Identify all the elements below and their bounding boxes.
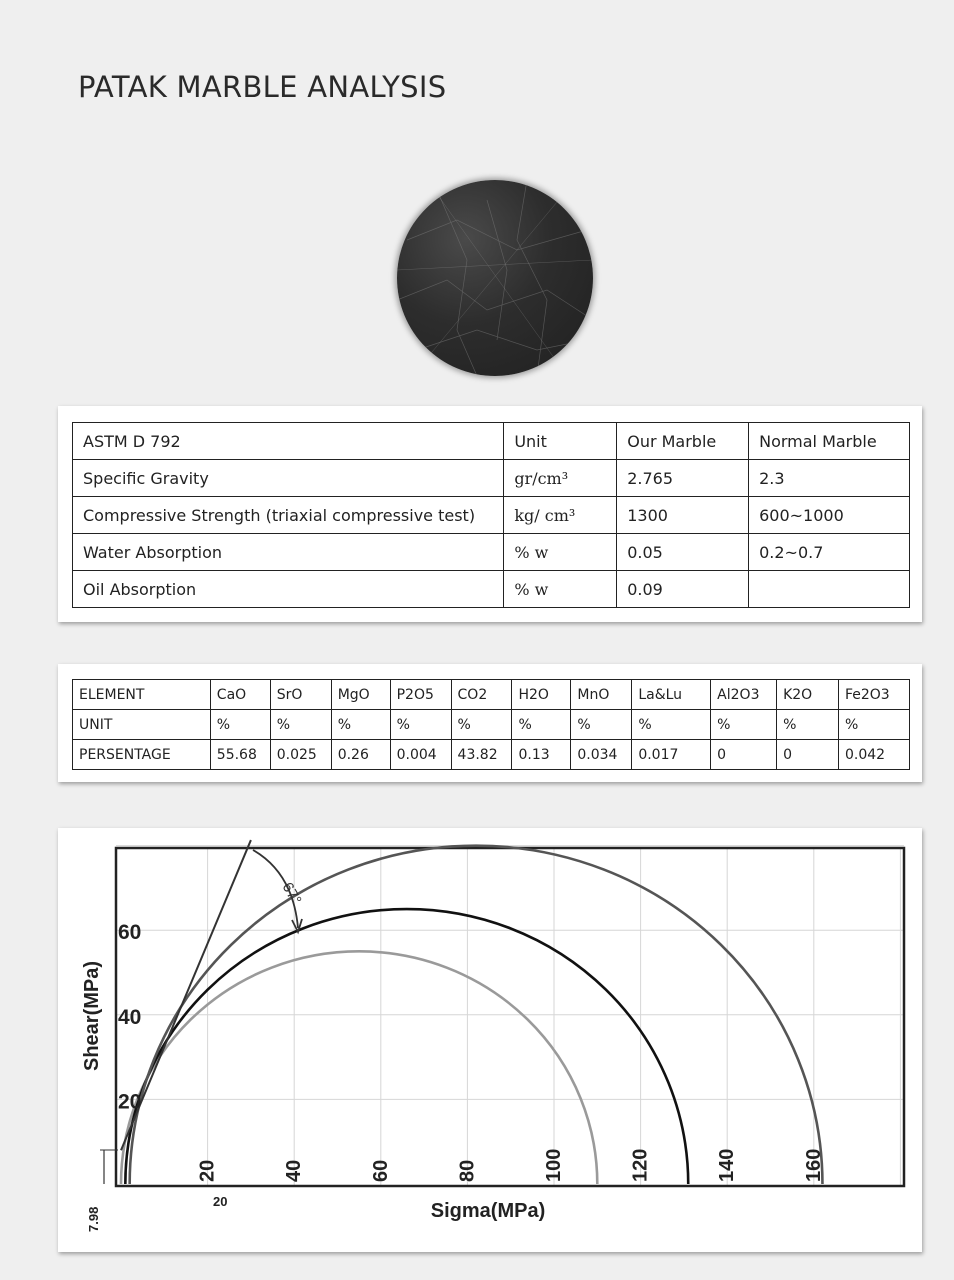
x-tick-label: 80 xyxy=(456,1159,479,1182)
header-cell: Unit xyxy=(504,423,617,460)
table-cell: La&Lu xyxy=(632,680,711,710)
table-row xyxy=(73,497,910,534)
row-header-cell: PERSENTAGE xyxy=(73,740,211,770)
table-cell: CaO xyxy=(210,680,270,710)
table-cell: % xyxy=(390,710,451,740)
table-cell: 0.13 xyxy=(512,740,571,770)
x-axis-label: Sigma(MPa) xyxy=(430,1200,546,1222)
table-cell: % xyxy=(777,710,839,740)
normal-value: 0.2~0.7 xyxy=(749,534,910,571)
y-tick-label: 60 xyxy=(118,921,142,945)
table-cell: 43.82 xyxy=(451,740,512,770)
mohr-circle-chart xyxy=(58,828,922,1252)
property-name: Specific Gravity xyxy=(73,460,504,497)
normal-value: 600~1000 xyxy=(749,497,910,534)
property-unit: gr/cm³ xyxy=(504,460,617,497)
table-row xyxy=(73,534,910,571)
normal-value xyxy=(749,571,910,608)
table-cell: % xyxy=(632,710,711,740)
table-row xyxy=(73,571,910,608)
table-row xyxy=(73,710,910,740)
table-cell: % xyxy=(838,710,909,740)
mohr-circle xyxy=(121,951,597,1184)
table-cell: 0.034 xyxy=(571,740,632,770)
property-unit: % w xyxy=(504,534,617,571)
angle-label: 67° xyxy=(278,879,305,908)
our-value: 1300 xyxy=(617,497,749,534)
page-title: PATAK MARBLE ANALYSIS xyxy=(78,70,447,104)
mohr-circle-panel xyxy=(58,828,922,1252)
normal-value: 2.3 xyxy=(749,460,910,497)
table-cell: 0 xyxy=(711,740,777,770)
header-cell: Our Marble xyxy=(617,423,749,460)
composition-table xyxy=(72,679,910,770)
table-cell: SrO xyxy=(270,680,331,710)
table-row xyxy=(73,460,910,497)
y-tick-label: 20 xyxy=(118,1090,142,1114)
y-axis-label: Shear(MPa) xyxy=(81,960,103,1072)
table-cell: H2O xyxy=(512,680,571,710)
table-cell: CO2 xyxy=(451,680,512,710)
table-cell: Al2O3 xyxy=(711,680,777,710)
table-cell: % xyxy=(512,710,571,740)
header-cell: ASTM D 792 xyxy=(73,423,504,460)
table-cell: 0.004 xyxy=(390,740,451,770)
table-cell: % xyxy=(270,710,331,740)
x-tick-label: 140 xyxy=(716,1148,739,1182)
header-cell: Normal Marble xyxy=(749,423,910,460)
table-cell: % xyxy=(451,710,512,740)
row-header-cell: UNIT xyxy=(73,710,211,740)
our-value: 0.09 xyxy=(617,571,749,608)
table-cell: 55.68 xyxy=(210,740,270,770)
table-cell: 0.26 xyxy=(331,740,390,770)
table-row xyxy=(73,740,910,770)
table-cell: 0.017 xyxy=(632,740,711,770)
offset-x-label: 20 xyxy=(213,1194,228,1209)
table-cell: MnO xyxy=(571,680,632,710)
property-name: Oil Absorption xyxy=(73,571,504,608)
x-tick-label: 160 xyxy=(802,1148,825,1182)
table-cell: Fe2O3 xyxy=(838,680,909,710)
x-tick-label: 40 xyxy=(283,1159,306,1182)
property-unit: % w xyxy=(504,571,617,608)
table-cell: 0.025 xyxy=(270,740,331,770)
composition-panel xyxy=(58,664,922,782)
plot-frame xyxy=(116,848,904,1186)
marble-sample-image xyxy=(397,180,593,376)
table-row xyxy=(73,423,910,460)
table-cell: 0 xyxy=(777,740,839,770)
our-value: 2.765 xyxy=(617,460,749,497)
x-tick-label: 60 xyxy=(369,1159,392,1182)
table-cell: K2O xyxy=(777,680,839,710)
x-tick-label: 20 xyxy=(196,1159,219,1182)
table-row xyxy=(73,680,910,710)
table-cell: % xyxy=(571,710,632,740)
table-cell: 0.042 xyxy=(838,740,909,770)
properties-table xyxy=(72,422,910,608)
table-cell: % xyxy=(210,710,270,740)
properties-panel xyxy=(58,406,922,622)
table-cell: MgO xyxy=(331,680,390,710)
row-header-cell: ELEMENT xyxy=(73,680,211,710)
table-cell: % xyxy=(331,710,390,740)
y-tick-label: 40 xyxy=(118,1005,142,1029)
x-tick-label: 100 xyxy=(543,1148,565,1182)
table-cell: % xyxy=(711,710,777,740)
mohr-circle xyxy=(125,909,688,1184)
property-name: Water Absorption xyxy=(73,534,504,571)
property-name: Compressive Strength (triaxial compressive test) xyxy=(73,497,504,534)
offset-label: 7.98 xyxy=(86,1206,101,1232)
our-value: 0.05 xyxy=(617,534,749,571)
x-tick-label: 120 xyxy=(629,1148,652,1182)
property-unit: kg/ cm³ xyxy=(504,497,617,534)
table-cell: P2O5 xyxy=(390,680,451,710)
